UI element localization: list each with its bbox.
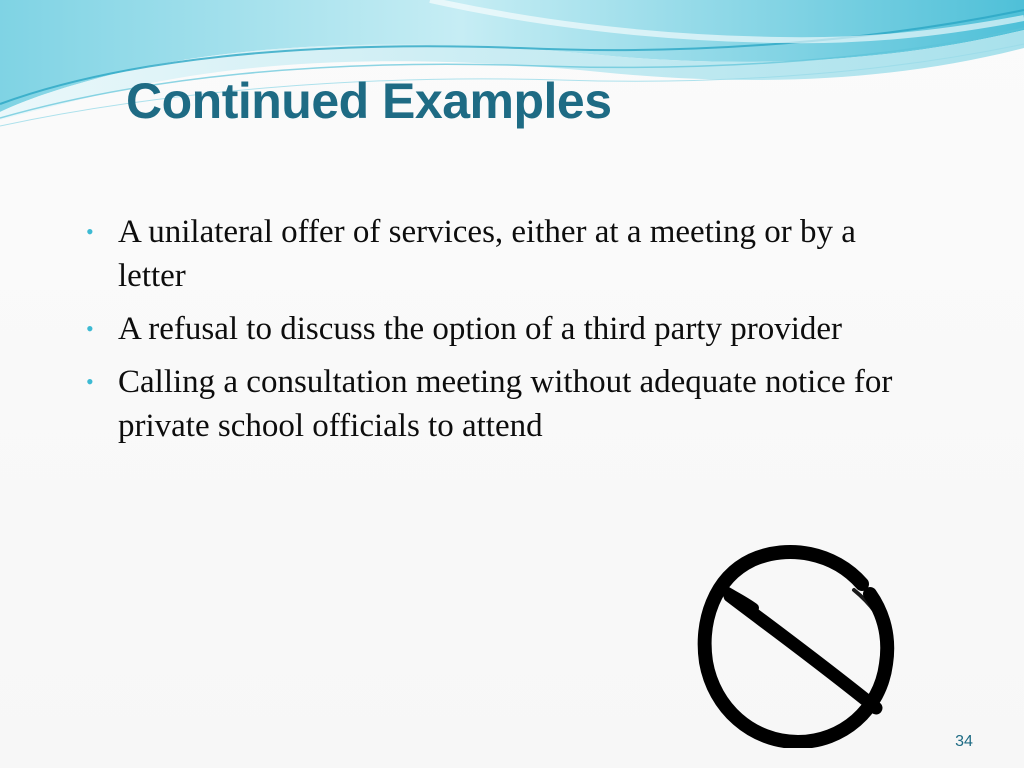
bullet-list [86,210,926,457]
bullet-text: Calling a consultation meeting without adequate notice for private school officials to attend [118,364,893,444]
slide-number: 34 [955,733,973,750]
slide-title: Continued Examples [126,73,612,129]
bullet-text: A refusal to discuss the option of a third party provider [118,311,843,347]
prohibition-icon [694,538,896,748]
bullet-item [86,360,926,448]
bullet-marker: • [86,219,94,244]
bullet-marker: • [86,316,94,341]
bullet-marker: • [86,369,94,394]
bullet-text: A unilateral offer of services, either at a meeting or by a letter [118,214,856,294]
bullet-item [86,210,926,298]
bullet-item [86,307,926,351]
